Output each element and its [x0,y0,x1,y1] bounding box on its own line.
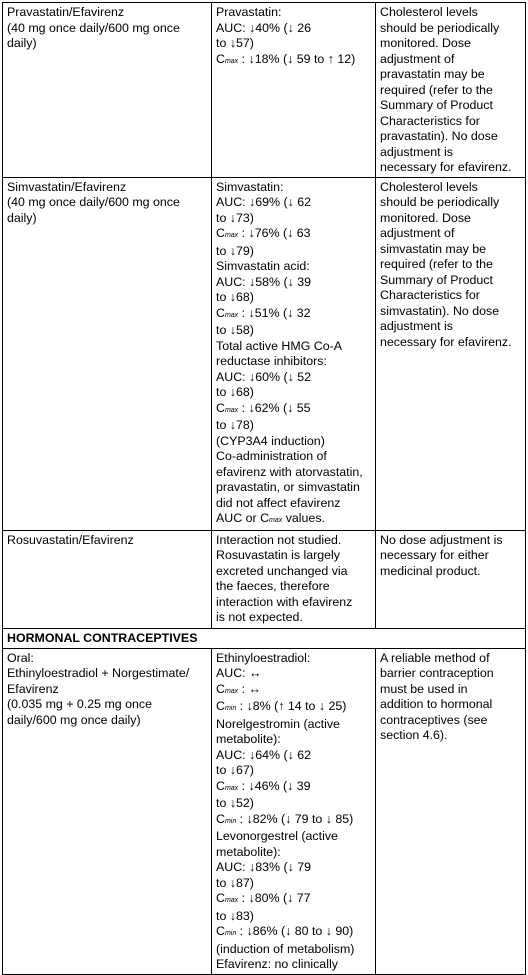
recommendation-line: pravastatin). No dose [380,129,498,143]
recommendation-line: must be used in [380,681,468,696]
effect-text: AUC: ↓69% (↓ 62 [216,195,312,209]
effect-text: : ↓8% (↑ 14 to ↓ 25) [236,699,347,713]
recommendation-line: Characteristics for [380,288,480,302]
effect-text: efavirenz with atorvastatin, [216,464,363,479]
effect-text: Pravastatin: [216,5,282,19]
pk-subscript: max [224,784,239,792]
effect-text: to ↓83) [216,908,254,923]
effect-line [216,401,371,419]
effect-text: Efavirenz: no clinically [216,957,338,971]
recommendation-line: No dose adjustment is [380,532,503,547]
effect-text: : ↓62% (↓ 55 [238,400,311,415]
effect-text: excreted unchanged via [216,563,348,578]
effect-text: did not affect efavirenz [216,495,341,510]
effect-line [216,226,371,244]
recommendation-line: adjustment of [380,51,455,66]
effect-text: Norelgestromin (active [216,716,340,731]
recommendation-line: adjustment is [380,144,454,159]
effect-line [216,290,371,306]
effect-line [216,275,371,291]
table-row [3,530,526,628]
effect-line [216,909,371,925]
recommendation-line: should be periodically [380,20,500,35]
drug-line: (40 mg once daily/600 mg once [7,195,180,209]
recommendation-line: monitored. Dose [380,36,471,50]
effect-cell [212,530,376,628]
effect-text: C [216,811,225,826]
effect-line [216,449,371,465]
effect-text: C [216,924,225,938]
effect-line [216,666,371,682]
effect-text: Rosuvastatin is largely [216,548,340,562]
effect-cell [212,177,376,530]
effect-text: C [216,305,225,320]
effect-text: C [216,400,225,415]
recommendation-line: section 4.6). [380,728,448,742]
effect-line [216,21,371,37]
pk-subscript: min [224,817,237,825]
recommendation-line: Cholesterol levels [380,5,478,19]
effect-line [216,244,371,260]
drug-line: daily/600 mg once daily) [7,712,141,727]
recommendation-line: Cholesterol levels [380,179,478,194]
section-header: HORMONAL CONTRACEPTIVES [3,628,526,648]
recommendation-line: necessary for efavirenz. [380,334,512,349]
effect-line [216,5,371,21]
recommendation-line: simvastatin). No dose [380,303,500,318]
effect-line [216,480,371,496]
drug-line: Pravastatin/Efavirenz [7,5,125,19]
effect-line [216,699,371,717]
pk-subscript: max [224,406,239,414]
section-header-row [3,628,526,648]
effect-text: : ↓18% (↓ 59 to ↑ 12) [238,51,356,66]
effect-text: AUC: ↓60% (↓ 52 [216,369,312,384]
recommendation-line: simvastatin may be [380,241,487,256]
drug-line: Rosuvastatin/Efavirenz [7,532,134,547]
table-row [3,3,526,178]
drug-cell [3,530,212,628]
recommendation-line: Characteristics for [380,113,480,128]
effect-text: AUC: ↓83% (↓ 79 [216,860,312,874]
pk-subscript: max [224,311,239,319]
effect-line [216,610,371,626]
drug-line: (40 mg once daily/600 mg once [7,20,180,35]
effect-text: : ↔ [238,681,261,696]
recommendation-line: medicinal product. [380,563,481,578]
effect-text: C [216,778,225,793]
effect-line [216,924,371,942]
effect-line [216,579,371,595]
effect-line [216,651,371,667]
effect-line [216,533,371,549]
effect-line [216,385,371,401]
effect-text: to ↓73) [216,210,254,225]
effect-line [216,732,371,748]
recommendation-line: barrier contraception [380,666,494,680]
drug-line: Simvastatin/Efavirenz [7,179,127,194]
effect-line [216,682,371,700]
effect-line [216,418,371,434]
effect-text: to ↓87) [216,875,254,890]
pk-subscript: max [269,517,283,524]
recommendation-line: adjustment is [380,319,454,333]
effect-line [216,339,371,355]
effect-cell [212,648,376,974]
effect-line [216,354,371,370]
effect-text: Interaction not studied. [216,532,342,547]
recommendation-cell [376,3,526,178]
recommendation-cell [376,530,526,628]
pk-subscript: max [224,232,239,239]
effect-line [216,763,371,779]
effect-text: : ↓76% (↓ 63 [238,226,311,240]
effect-text: C [216,891,225,905]
recommendation-line: required (refer to the [380,257,493,271]
effect-text: C [216,699,225,713]
pk-subscript: max [224,57,239,65]
table-row [3,648,526,974]
effect-line [216,465,371,481]
effect-line [216,52,371,70]
effect-text: to ↓78) [216,418,254,432]
drug-line: Efavirenz [7,681,59,696]
effect-text: pravastatin, or simvastatin [216,480,360,494]
recommendation-line: necessary for either [380,548,489,562]
effect-text: : ↓46% (↓ 39 [238,778,311,793]
recommendation-cell [376,177,526,530]
effect-text: Levonorgestrel (active [216,829,338,843]
effect-text: C [216,681,225,696]
effect-text: (induction of metabolism) [216,941,355,956]
effect-text: to ↓58) [216,323,254,337]
effect-line [216,812,371,830]
recommendation-line: necessary for efavirenz. [380,160,512,174]
pk-subscript: max [224,897,239,904]
effect-text: AUC: ↓58% (↓ 39 [216,274,312,289]
effect-text: to ↓68) [216,290,254,304]
effect-line [216,306,371,324]
drug-interaction-table [2,2,526,975]
recommendation-line: pravastatin may be [380,67,485,81]
drug-line: daily) [7,210,37,225]
effect-text: to ↓52) [216,796,254,810]
recommendation-line: Summary of Product [380,98,493,112]
effect-text: : ↓80% (↓ 77 [238,891,311,905]
pk-subscript: min [224,705,237,712]
effect-text: Ethinyloestradiol: [216,650,311,665]
effect-line [216,370,371,386]
effect-text: : ↓51% (↓ 32 [238,305,311,320]
effect-text: C [216,226,225,240]
effect-text: : ↓86% (↓ 80 to ↓ 90) [236,924,354,938]
effect-text: metabolite): [216,844,281,859]
table-row [3,177,526,530]
effect-text: to ↓68) [216,385,254,399]
effect-line [216,323,371,339]
effect-text: : ↓82% (↓ 79 to ↓ 85) [236,811,354,826]
effect-text: C [216,51,225,66]
recommendation-line: monitored. Dose [380,210,471,225]
effect-line [216,511,371,529]
effect-line [216,717,371,733]
recommendation-line: addition to hormonal [380,697,493,711]
effect-line [216,860,371,876]
effect-line [216,829,371,845]
effect-line [216,195,371,211]
effect-text: to ↓79) [216,243,254,258]
effect-text: Simvastatin acid: [216,259,310,273]
effect-text: Simvastatin: [216,179,284,194]
effect-text: to ↓57) [216,36,254,50]
drug-line: Oral: [7,650,34,665]
effect-line [216,891,371,909]
drug-cell [3,648,212,974]
pk-subscript: max [224,687,239,695]
recommendation-line: Summary of Product [380,272,493,287]
effect-line [216,796,371,812]
effect-line [216,748,371,764]
effect-text: values. [282,511,325,525]
effect-cell [212,3,376,178]
effect-line [216,595,371,611]
effect-text: to ↓67) [216,763,254,777]
effect-text: AUC: ↔ [216,666,262,680]
effect-line [216,548,371,564]
drug-line: daily) [7,36,37,50]
recommendation-line: adjustment of [380,226,455,240]
effect-text: AUC or C [216,511,270,525]
drug-line: Ethinyloestradiol + Norgestimate/ [7,666,190,680]
effect-text: AUC: ↓64% (↓ 62 [216,747,312,762]
effect-text: Total active HMG Co‑A [216,338,343,353]
effect-text: the faeces, therefore [216,579,330,593]
effect-line [216,211,371,227]
recommendation-line: contraceptives (see [380,712,488,727]
recommendation-line: A reliable method of [380,650,490,665]
effect-line [216,779,371,797]
pk-subscript: min [224,930,237,937]
effect-line [216,845,371,861]
effect-text: reductase inhibitors: [216,354,327,368]
recommendation-cell [376,648,526,974]
recommendation-line: required (refer to the [380,82,493,97]
effect-line [216,36,371,52]
effect-line [216,180,371,196]
effect-line [216,564,371,580]
drug-cell [3,177,212,530]
drug-cell [3,3,212,178]
effect-line [216,434,371,450]
effect-text: interaction with efavirenz [216,594,353,609]
effect-text: AUC: ↓40% (↓ 26 [216,20,312,35]
drug-line: (0.035 mg + 0.25 mg once [7,697,152,711]
effect-text: Co-administration of [216,449,327,463]
effect-line [216,259,371,275]
effect-line [216,496,371,512]
effect-text: is not expected. [216,610,303,624]
effect-line [216,957,371,973]
recommendation-line: should be periodically [380,195,500,209]
effect-text: metabolite): [216,732,281,746]
effect-line [216,876,371,892]
effect-text: (CYP3A4 induction) [216,433,325,448]
